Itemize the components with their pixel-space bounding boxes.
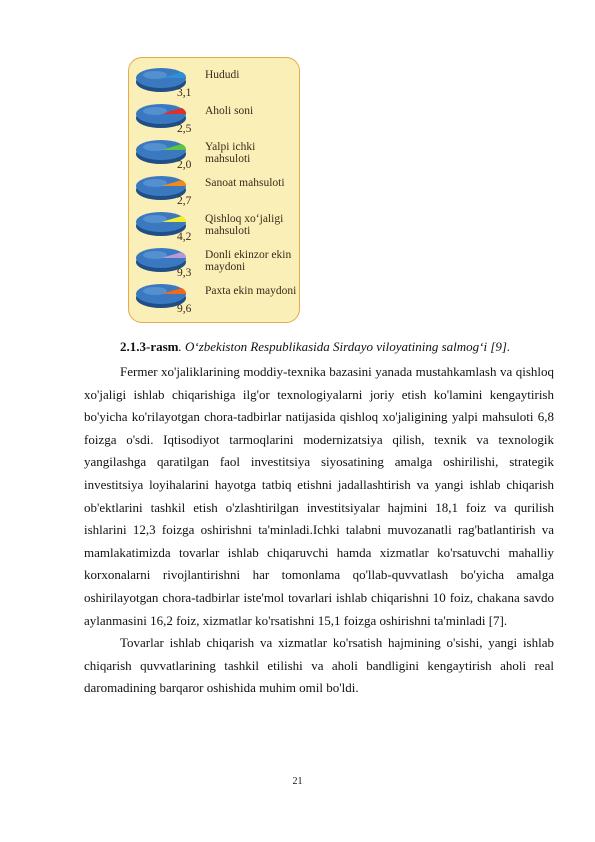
- region-share-figure: [128, 57, 300, 323]
- indicator-label: Sanoat mahsuloti: [205, 177, 285, 189]
- paragraph-1: Fermer xo'jaliklarining moddiy-texnika bazasini yanada mustahkamlash va qishloq xo'jaligi ishlab chiqarishiga ilg'or texnologiyalarni joriy etish ko'lamini kengaytirish bo'yicha ko'rilayotgan chora-tadbirlar natijasida qishloq xo'jaligining yalpi mahsuloti 6,8 foizga o'sdi. Iqtisodiyot tarmoqlarini modernizatsiya qilish, texnik va texnologik yangilashga qaratilgan faol investitsiya siyosatining amalga oshirilishi, strategik investitsiya loyihalarini hayotga tatbiq etishni jadallashtirish va yangi ishlab chiqarish ob'ektlarini tashkil etish o'zlashtirilgan investitsiyalar hajmini 18,1 foiz va qurilish ishlarini 12,3 foizga oshirishni ta'minladi.Ichki talabni muvozanatli rag'batlantirish va mamlakatimizda tovarlar ishlab chiqaruvchi hamda xizmatlar ko'rsatuvchi mahalliy korxonalarni rivojlantirishni har tomonlama qo'llab-quvvatlash bo'yicha amalga oshirilayotgan chora-tadbirlar iste'mol tovarlari ishlab chiqarishni 10 foiz, chakana savdo aylanmasini 16,2 foiz, xizmatlar ko'rsatishni 15,1 foizga oshirishni ta'minladi [7].: [84, 364, 554, 628]
- indicator-label: Donli ekinzor ekin maydoni: [205, 249, 292, 273]
- caption-number: 2.1.3-rasm: [120, 339, 179, 354]
- share-value: 9,6: [177, 303, 192, 315]
- share-value: 3,1: [177, 87, 192, 99]
- caption-text: . O‘zbekiston Respublikasida Sirdayo viloyatining salmog‘i [9].: [178, 339, 511, 354]
- share-value: 4,2: [177, 231, 192, 243]
- share-value: 2,7: [177, 195, 192, 207]
- paragraph-2: Tovarlar ishlab chiqarish va xizmatlar ko'rsatish hajmining o'sishi, yangi ishlab chiqarish quvvatlarining tashkil etilishi va aholi bandligini kengaytirish aholi real daromadining barqaror oshishida muhim omil bo'ldi.: [84, 635, 554, 696]
- indicator-label: Yalpi ichki mahsuloti: [205, 141, 256, 165]
- indicator-label: Hududi: [205, 69, 240, 81]
- share-value: 2,5: [177, 123, 192, 135]
- share-value: 9,3: [177, 267, 192, 279]
- body-text: [84, 361, 554, 700]
- share-value: 2,0: [177, 159, 192, 171]
- indicator-label: Aholi soni: [205, 105, 254, 117]
- figure-caption: [120, 339, 510, 355]
- indicator-label: Paxta ekin maydoni: [205, 285, 297, 297]
- page-number: 21: [292, 776, 303, 787]
- indicator-label: Qishloq xo‘jaligi mahsuloti: [205, 213, 284, 237]
